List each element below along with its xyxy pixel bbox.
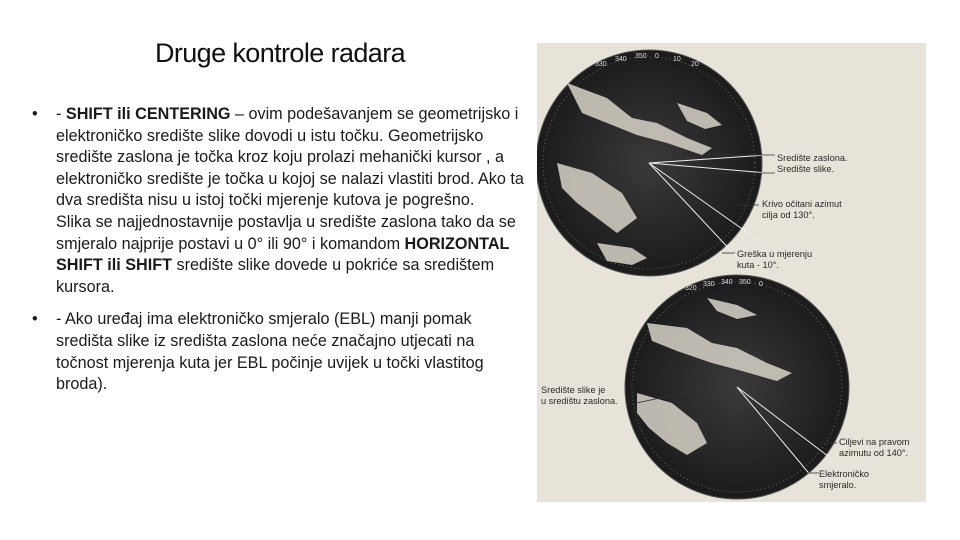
label-screen-centre: [777, 153, 847, 175]
bullet-item-shift: [32, 104, 527, 298]
slide-title: Druge kontrole radara: [154, 38, 406, 68]
bullet1-bold-term: SHIFT ili CENTERING: [65, 105, 231, 123]
label-screen-centre-line1: Središte zaslona.: [777, 153, 848, 163]
top-scale-0: 0: [655, 53, 659, 60]
label-wrong-bearing-line2: cilja od 130°.: [762, 210, 815, 220]
bottom-scale-350: 350: [739, 279, 751, 286]
label-ebl-line1: Elektroničko: [819, 469, 870, 479]
label-screen-centre-line2: Središte slike.: [777, 164, 835, 174]
top-scale-350: 350: [635, 53, 647, 60]
bullet1-bold-command: HORIZONTAL SHIFT ili SHIFT: [56, 234, 510, 275]
label-true-bearing: [839, 437, 909, 459]
top-scale-340: 340: [615, 56, 627, 63]
label-wrong-bearing-line1: Krivo očitani azimut: [762, 199, 842, 209]
label-measurement-error-line2: kuta - 10°.: [737, 260, 779, 270]
bottom-scale-320: 320: [685, 285, 697, 292]
label-measurement-error: [737, 249, 812, 271]
label-true-bearing-line1: Ciljevi na pravom: [839, 437, 910, 447]
bullet-list: [32, 104, 527, 407]
bullet-item-ebl: [32, 309, 527, 395]
bullet1-paragraph2-end: središte slike dovede u pokriće sa središtem kursora.: [56, 256, 495, 296]
bullet-text-ebl: - Ako uređaj ima elektroničko smjeralo (EBL) manji pomak središta slike iz središta zaslona neće značajno utjecati na točnost mjerenja kuta jer EBL počinje uvijek u točki vlastitog broda).: [56, 310, 484, 394]
bullet-marker: •: [32, 105, 38, 123]
label-ebl-line2: smjeralo.: [819, 480, 857, 490]
label-ebl: [819, 469, 869, 491]
radar-figure-graphic: [537, 43, 926, 502]
radar-figure-photo: [537, 43, 926, 502]
bottom-scale-0: 0: [759, 281, 763, 288]
top-scale-20: 20: [691, 61, 699, 68]
label-image-centre: [541, 385, 618, 407]
bottom-scale-340: 340: [721, 279, 733, 286]
bullet1-paragraph2-start: Slika se najjednostavnije postavlja u središte zaslona tako da se smjeralo najprije postavi u 0° ili 90° i komandom: [56, 212, 516, 253]
bullet-marker: •: [32, 310, 38, 329]
label-image-centre-line2: u središtu zaslona.: [541, 396, 618, 406]
bullet1-prefix: -: [56, 105, 66, 123]
top-scale-10: 10: [673, 56, 681, 63]
label-measurement-error-line1: Greška u mjerenju: [737, 249, 813, 259]
label-wrong-bearing: [762, 199, 842, 221]
top-scale-330: 330: [595, 61, 607, 68]
label-image-centre-line1: Središte slike je: [541, 385, 606, 395]
bullet1-paragraph1: – ovim podešavanjem se geometrijsko i elektroničko središte slike dovodi u istu točku. Geometrijsko središte zaslona je točka kroz koju prolazi mehanički kursor , a elektroničko središte je točka u kojoj se nalazi vlastiti brod. Ako ta dva središta nisu u istoj točki mjerenje kutova je pogrešno.: [56, 105, 524, 210]
bottom-scale-330: 330: [703, 281, 715, 288]
label-true-bearing-line2: azimutu od 140°.: [839, 448, 909, 458]
bullet-text-shift: [56, 104, 527, 298]
